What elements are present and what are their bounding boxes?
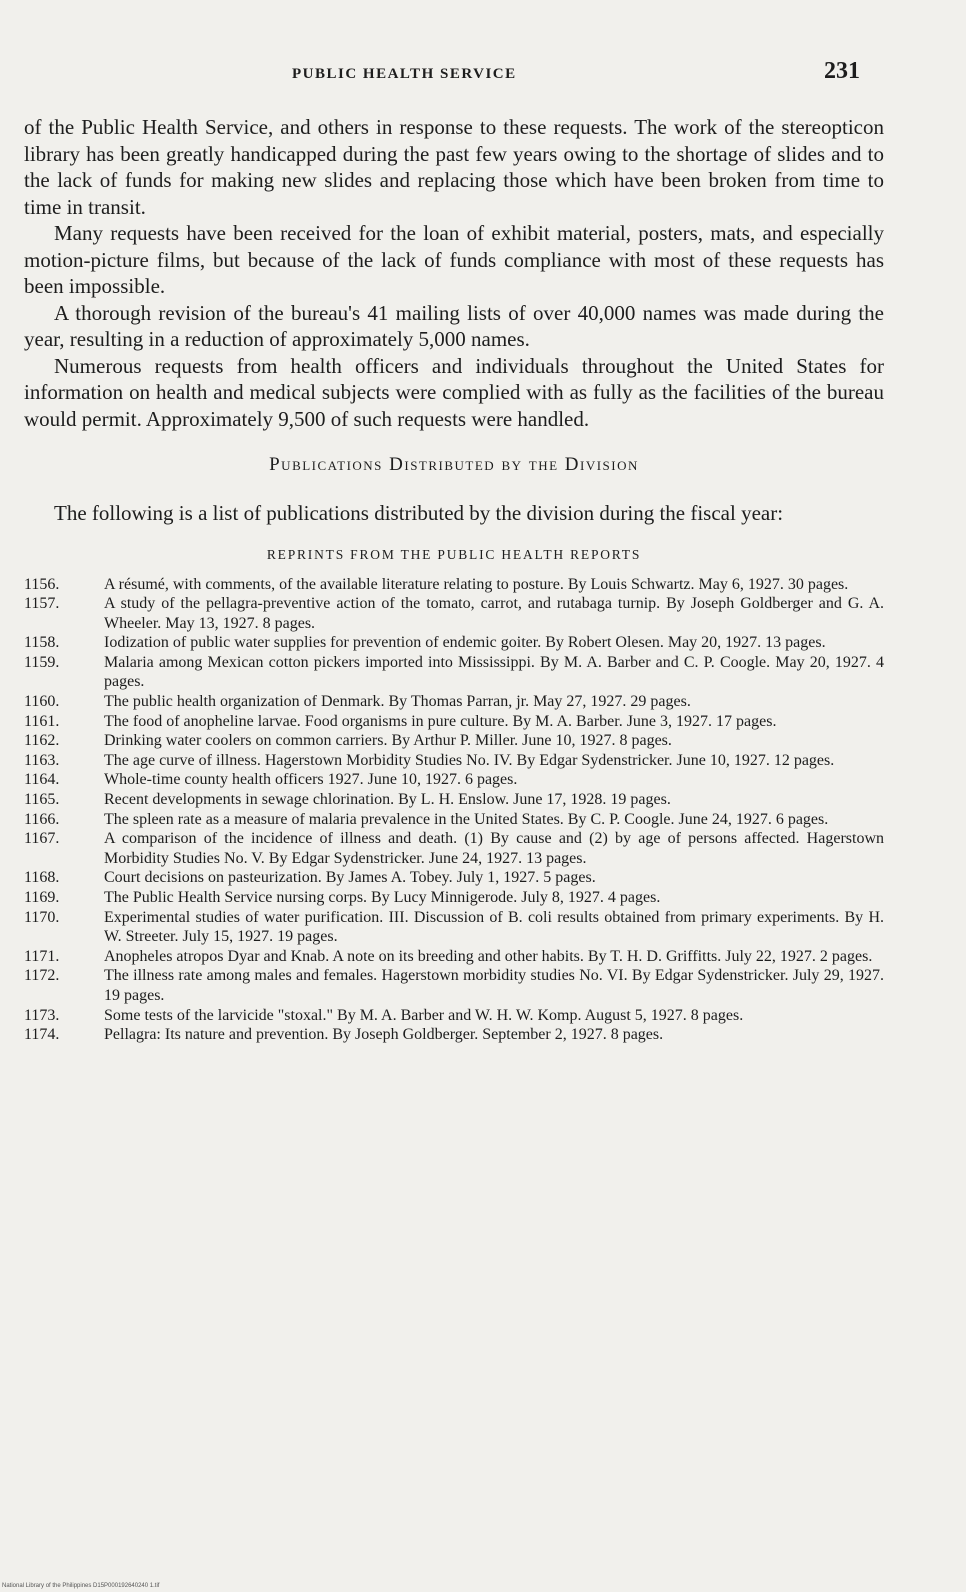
paragraph: A thorough revision of the bureau's 41 mailing lists of over 40,000 names was made during the year, resulting in a reduction of approximately 5,000 names. — [24, 300, 884, 351]
publication-number: 1167. — [24, 830, 60, 848]
publication-text: Iodization of public water supplies for prevention of endemic goiter. By Robert Olesen. May 20, 1927. 13 pages. — [104, 634, 826, 652]
document-page — [24, 52, 884, 1045]
publication-number: 1171. — [24, 947, 60, 965]
publication-number: 1166. — [24, 810, 60, 828]
publication-text: The Public Health Service nursing corps. By Lucy Minnigerode. July 8, 1927. 4 pages. — [104, 889, 661, 906]
publication-item — [24, 633, 884, 653]
page-header — [24, 52, 884, 92]
scan-footer-stamp: National Library of the Philippines D15P000192640240 1.tif — [2, 1583, 160, 1589]
publication-text: Court decisions on pasteurization. By James A. Tobey. July 1, 1927. 5 pages. — [104, 869, 596, 887]
publication-number: 1156. — [24, 575, 60, 593]
publication-item — [24, 1025, 884, 1045]
publication-text: Pellagra: Its nature and prevention. By Joseph Goldberger. September 2, 1927. 8 pages. — [104, 1026, 664, 1044]
publication-number: 1170. — [24, 908, 60, 926]
publication-text: Some tests of the larvicide "stoxal." By M. A. Barber and W. H. W. Komp. August 5, 1927. 8 pages. — [104, 1006, 744, 1024]
publication-number: 1174. — [24, 1026, 60, 1044]
publication-number: 1168. — [24, 869, 60, 887]
paragraph: of the Public Health Service, and others in response to these requests. The work of the stereopticon library has been greatly handicapped during the past few years owing to the shortage of slides and to the lack of funds for making new slides and replacing those which have been broken from time to time in transit. — [24, 115, 884, 219]
publication-text: The food of anopheline larvae. Food organisms in pure culture. By M. A. Barber. June 3, 1927. 17 pages. — [104, 712, 777, 730]
publication-text: A study of the pellagra-preventive action of the tomato, carrot, and rutabaga turnip. By Joseph Goldberger and G. A. Wheeler. May 13, 1927. 8 pages. — [104, 595, 884, 632]
intro-paragraph: The following is a list of publications distributed by the division during the fiscal year: — [54, 501, 784, 525]
publication-text: Drinking water coolers on common carriers. By Arthur P. Miller. June 10, 1927. 8 pages. — [104, 732, 672, 750]
publication-text: The public health organization of Denmark. By Thomas Parran, jr. May 27, 1927. 29 pages. — [104, 693, 691, 711]
publication-text: Anopheles atropos Dyar and Knab. A note on its breeding and other habits. By T. H. D. Griffitts. July 22, 1927. 2 pages. — [104, 947, 873, 965]
publication-text: A résumé, with comments, of the available literature relating to posture. By Louis Schwartz. May 6, 1927. 30 pages. — [104, 575, 849, 593]
page-number: 231 — [824, 58, 860, 84]
publication-text: Malaria among Mexican cotton pickers imported into Mississippi. By M. A. Barber and C. P. Coogle. May 20, 1927. 4 pages. — [104, 653, 884, 691]
publication-number: 1161. — [24, 712, 60, 730]
publication-item — [24, 1006, 884, 1026]
publication-number: 1164. — [24, 771, 60, 789]
publication-item — [24, 594, 884, 633]
publication-number: 1159. — [24, 653, 60, 671]
publication-text: The age curve of illness. Hagerstown Morbidity Studies No. IV. By Edgar Sydenstricker. June 10, 1927. 12 pages. — [104, 751, 835, 769]
publication-number: 1163. — [24, 751, 60, 769]
list-subheading: REPRINTS FROM THE PUBLIC HEALTH REPORTS — [266, 546, 642, 562]
publication-number: 1165. — [24, 791, 60, 809]
publication-number: 1162. — [24, 732, 60, 750]
publication-item — [24, 888, 884, 908]
body-text — [24, 114, 884, 432]
publication-text: Whole-time county health officers 1927. June 10, 1927. 6 pages. — [104, 771, 518, 789]
publication-text: A comparison of the incidence of illness and death. (1) By cause and (2) by age of persons affected. Hagerstown Morbidity Studies No. V. By Edgar Sydenstricker. June 24, 1927. 13 pages. — [104, 830, 884, 867]
publication-list — [24, 575, 884, 1045]
publication-item — [24, 653, 884, 692]
publication-item — [24, 947, 884, 967]
section-heading: Publications Distributed by the Division — [269, 454, 639, 475]
publication-item — [24, 829, 884, 868]
running-head: PUBLIC HEALTH SERVICE — [292, 66, 517, 82]
publication-number: 1172. — [24, 967, 60, 985]
publication-item — [24, 770, 884, 790]
publication-item — [24, 575, 884, 595]
publication-text: The illness rate among males and females. Hagerstown morbidity studies No. VI. By Edgar Sydenstricker. July 29, 1927. 19 pages. — [104, 967, 884, 1004]
publication-number: 1169. — [24, 889, 60, 906]
publication-item — [24, 731, 884, 751]
publication-item — [24, 712, 884, 732]
publication-item — [24, 810, 884, 830]
publication-number: 1173. — [24, 1006, 60, 1024]
publication-text: Experimental studies of water purification. III. Discussion of B. coli results obtained from primary experiments. By H. W. Streeter. July 15, 1927. 19 pages. — [104, 908, 884, 946]
publication-item — [24, 908, 884, 947]
publication-item — [24, 966, 884, 1005]
publication-number: 1158. — [24, 634, 60, 652]
publication-item — [24, 868, 884, 888]
publication-text: The spleen rate as a measure of malaria prevalence in the United States. By C. P. Coogle. June 24, 1927. 6 pages. — [104, 810, 829, 828]
publication-text: Recent developments in sewage chlorination. By L. H. Enslow. June 17, 1928. 19 pages. — [104, 791, 671, 809]
paragraph: Numerous requests from health officers and individuals throughout the United States for information on health and medical subjects were complied with as fully as the facilities of the bureau would permit. Approximately 9,500 of such requests were handled. — [24, 353, 884, 431]
publication-item — [24, 751, 884, 771]
paragraph: Many requests have been received for the loan of exhibit material, posters, mats, and especially motion-picture films, but because of the lack of funds compliance with most of these requests has been impossible. — [24, 221, 884, 298]
publication-item — [24, 692, 884, 712]
publication-number: 1157. — [24, 595, 60, 613]
publication-number: 1160. — [24, 693, 60, 711]
publication-item — [24, 790, 884, 810]
